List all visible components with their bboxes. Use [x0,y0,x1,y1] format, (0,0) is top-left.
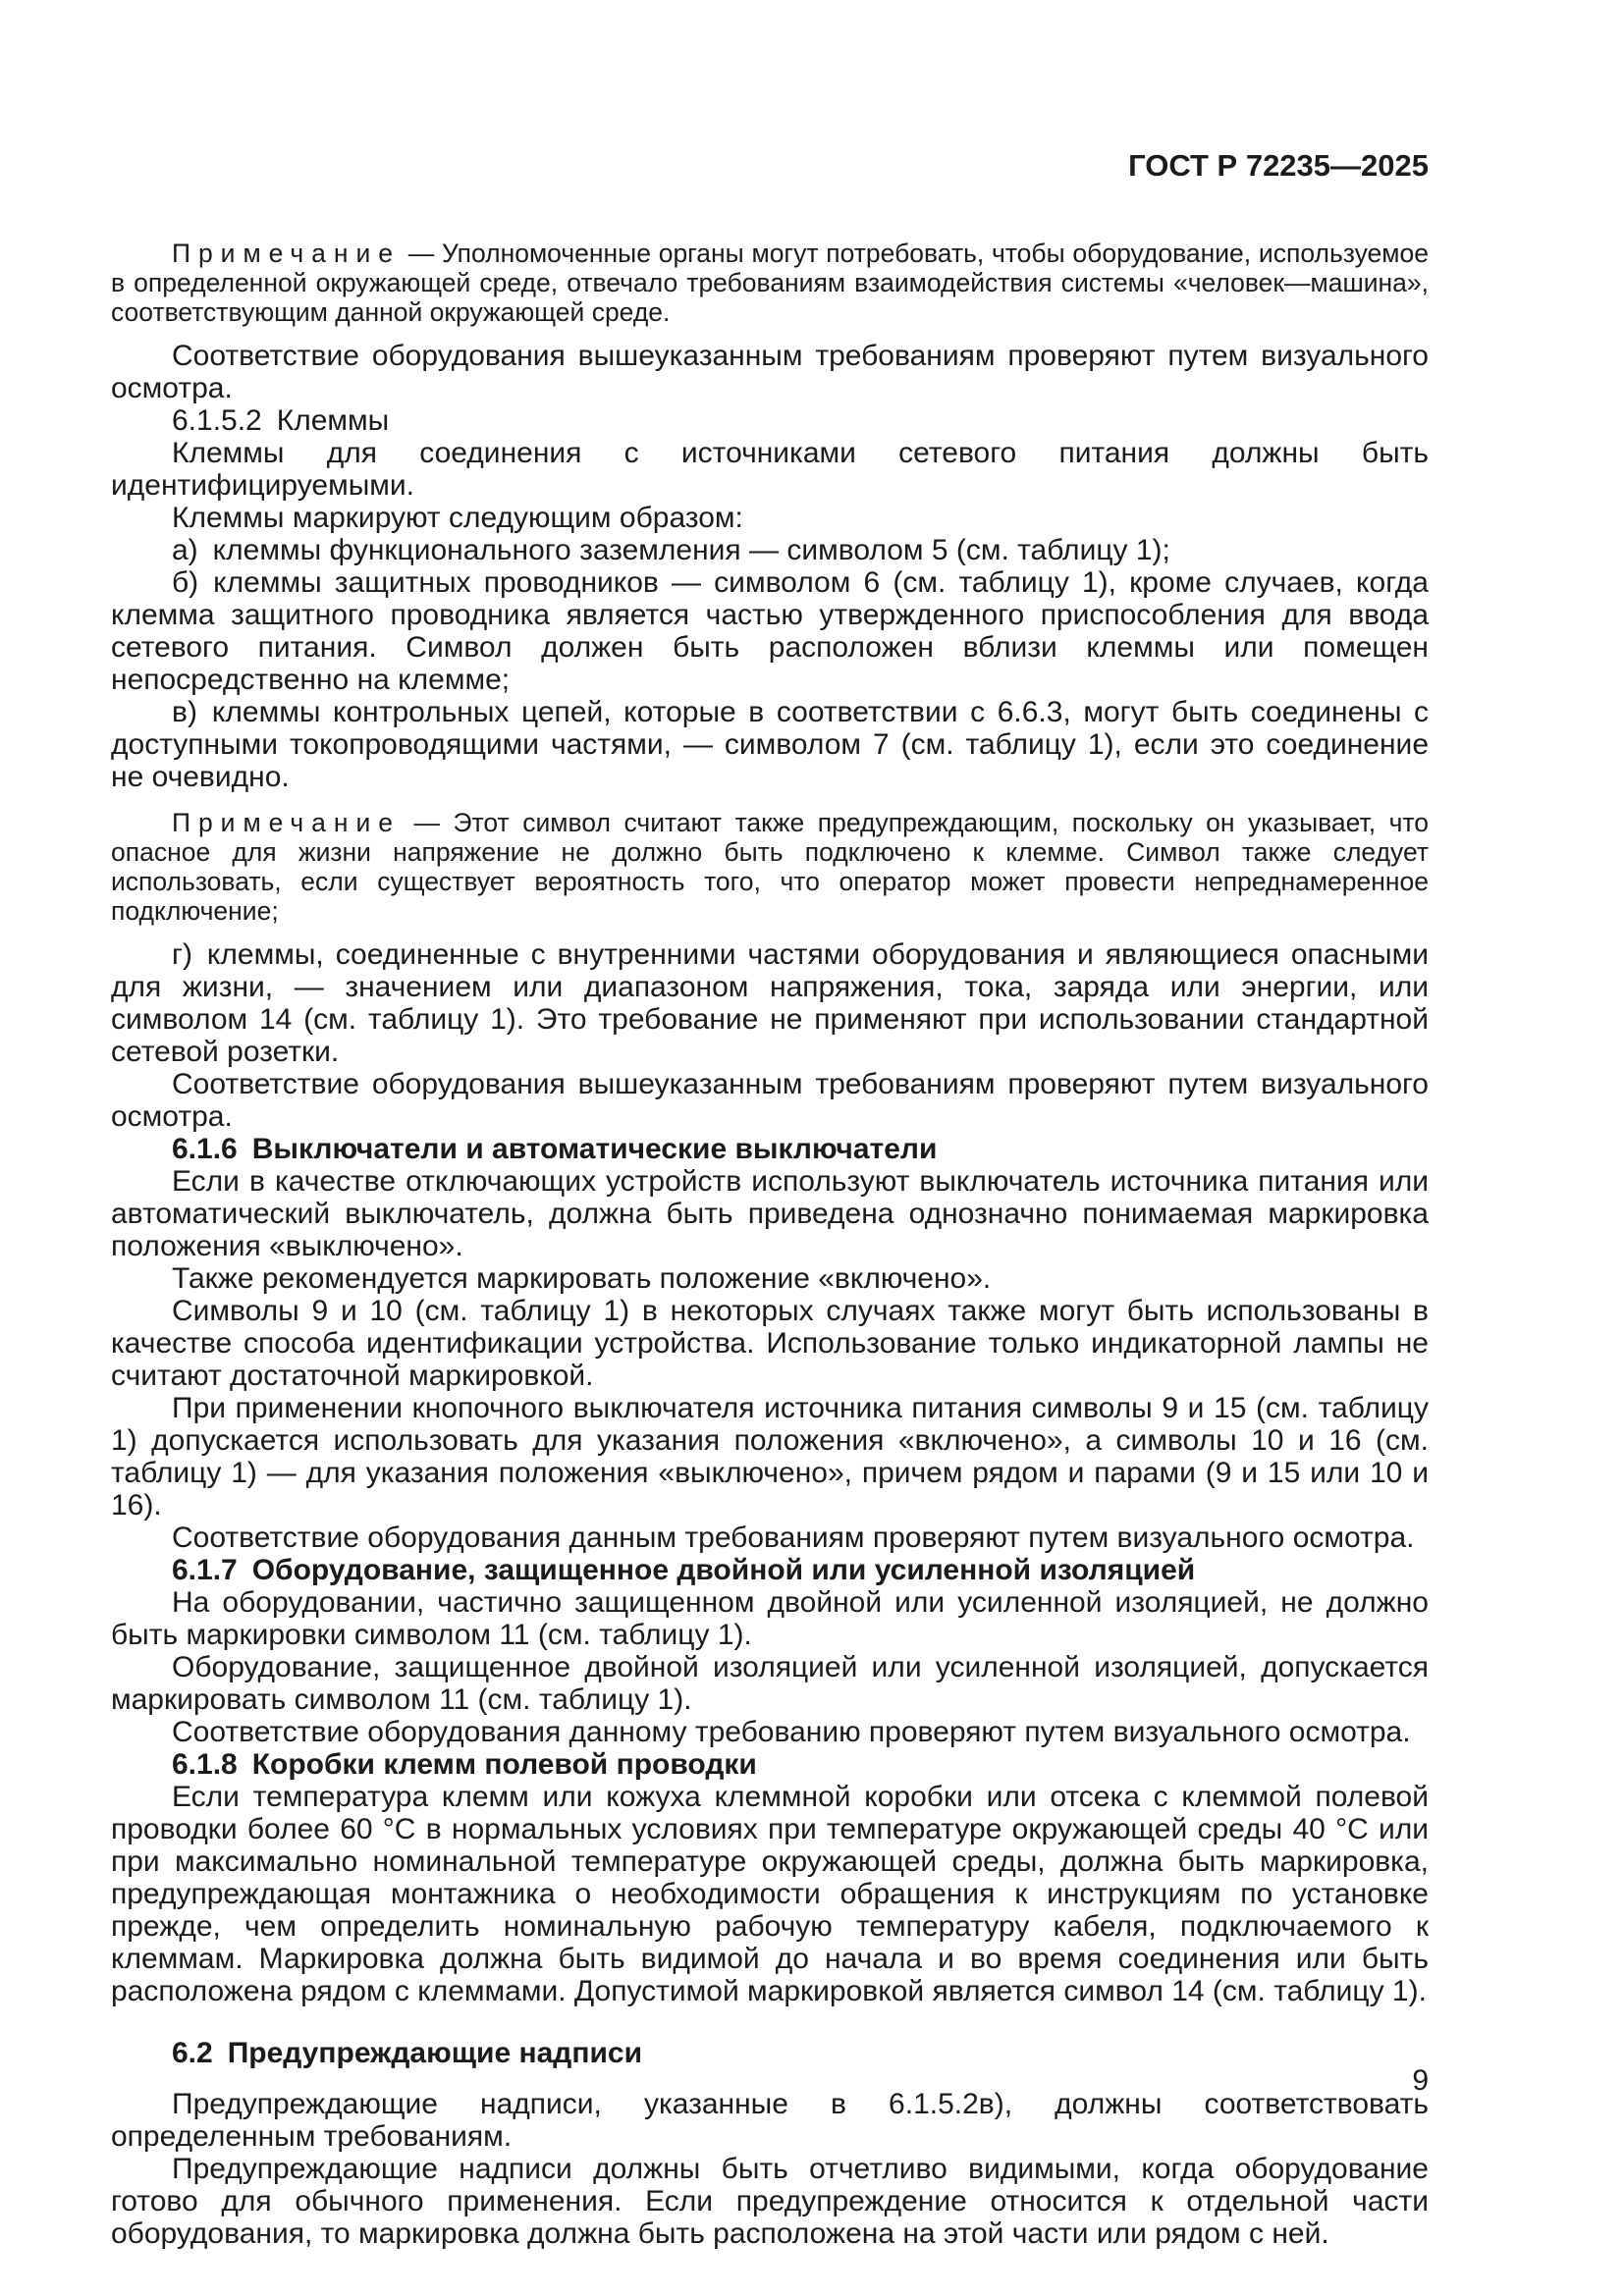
body-paragraph: Соответствие оборудования данному требованию проверяют путем визуального осмотра. [172,1716,1411,1748]
body-paragraph: Предупреждающие надписи должны быть отчетливо видимыми, когда оборудование готово для обычного применения. Если предупреждение относится к отдельной части оборудования, то маркировка должна быть расположена на этой части или рядом с ней. [111,2153,1429,2250]
body-paragraph: б) клеммы защитных проводников — символом 6 (см. таблицу 1), кроме случаев, когда клемма защитного проводника является частью утвержденного приспособления для ввода сетевого питания. Символ должен быть расположен вблизи клеммы или помещен непосредственно на клемме; [111,566,1429,696]
body-paragraph: При применении кнопочного выключателя источника питания символы 9 и 15 (см. таблицу 1) допускается использовать для указания положения «включено», а символы 10 и 16 (см. таблицу 1) — для указания положения «выключено», причем рядом и парами (9 и 15 или 10 и 16). [111,1392,1429,1522]
subsection-heading: 6.1.8 Коробки клемм полевой проводки [172,1748,757,1781]
body-paragraph: в) клеммы контрольных цепей, которые в соответствии с 6.6.3, могут быть соединены с доступными токопроводящими частями, — символом 7 (см. таблицу 1), если это соединение не очевидно. [111,696,1429,793]
note-text: — Этот символ считают также предупреждающим, поскольку он указывает, что опасное для жизни напряжение не должно быть подключено к клемме. Символ также следует использовать, если существует вероятность того, что оператор может провести непреднамеренное подключение; [111,808,1429,926]
body-paragraph: Предупреждающие надписи, указанные в 6.1.5.2в), должны соответствовать определенным требованиям. [111,2088,1429,2153]
doc-code: ГОСТ Р 72235—2025 [1128,148,1429,183]
body-paragraph: Если температура клемм или кожуха клеммной коробки или отсека с клеммой полевой проводки более 60 °С в нормальных условиях при температуре окружающей среды 40 °С или при максимально номинальной температуре окружающей среды, должна быть маркировка, предупреждающая монтажника о необходимости обращения к инструкциям по установке прежде, чем определить номинальную рабочую температуру кабеля, подключаемого к клеммам. Маркировка должна быть видимой до начала и во время соединения или быть расположена рядом с клеммами. Допустимой маркировкой является символ 14 (см. таблицу 1). [111,1781,1429,2007]
body-paragraph: Соответствие оборудования данным требованиям проверяют путем визуального осмотра. [172,1522,1415,1554]
body-paragraph: 6.1.5.2 Клеммы [172,404,390,437]
body-paragraph: Оборудование, защищенное двойной изоляцией или усиленной изоляцией, допускается маркировать символом 11 (см. таблицу 1). [111,1651,1429,1716]
body-paragraph: Клеммы для соединения с источниками сетевого питания должны быть идентифицируемыми. [111,437,1429,502]
body-paragraph: г) клеммы, соединенные с внутренними частями оборудования и являющиеся опасными для жизни, — значением или диапазоном напряжения, тока, заряда или энергии, или символом 14 (см. таблицу 1). Это требование не применяют при использовании стандартной сетевой розетки. [111,938,1429,1068]
note-text: — Уполномоченные органы могут потребовать, чтобы оборудование, используемое в определенной окружающей среде, отвечало требованиям взаимодействия системы «человек—машина», соответствующим данной окружающей среде. [111,239,1429,327]
note-label: Примечание [172,239,401,268]
body-paragraph: Если в качестве отключающих устройств используют выключатель источника питания или автоматический выключатель, должна быть приведена однозначно понимаемая маркировка положения «выключено». [111,1165,1429,1262]
body-paragraph: Соответствие оборудования вышеуказанным требованиям проверяют путем визуального осмотра. [111,1068,1429,1133]
note-paragraph [111,808,1429,926]
note-label: Примечание [172,808,401,837]
body-paragraph: а) клеммы функционального заземления — символом 5 (см. таблицу 1); [172,534,1170,566]
body-paragraph: Клеммы маркируют следующим образом: [172,502,743,534]
section-heading: 6.2 Предупреждающие надписи [172,2037,643,2069]
subsection-heading: 6.1.6 Выключатели и автоматические выключатели [172,1133,938,1165]
body-paragraph: Соответствие оборудования вышеуказанным требованиям проверяют путем визуального осмотра. [111,340,1429,404]
document-body [111,224,1429,2250]
page-number: 9 [1412,2064,1429,2097]
note-paragraph [111,239,1429,327]
body-paragraph: Также рекомендуется маркировать положение «включено». [172,1262,992,1295]
body-paragraph: Символы 9 и 10 (см. таблицу 1) в некоторых случаях также могут быть использованы в качестве способа идентификации устройства. Использование только индикаторной лампы не считают достаточной маркировкой. [111,1295,1429,1392]
body-paragraph: На оборудовании, частично защищенном двойной или усиленной изоляцией, не должно быть маркировки символом 11 (см. таблицу 1). [111,1586,1429,1651]
subsection-heading: 6.1.7 Оборудование, защищенное двойной или усиленной изоляцией [172,1554,1196,1586]
